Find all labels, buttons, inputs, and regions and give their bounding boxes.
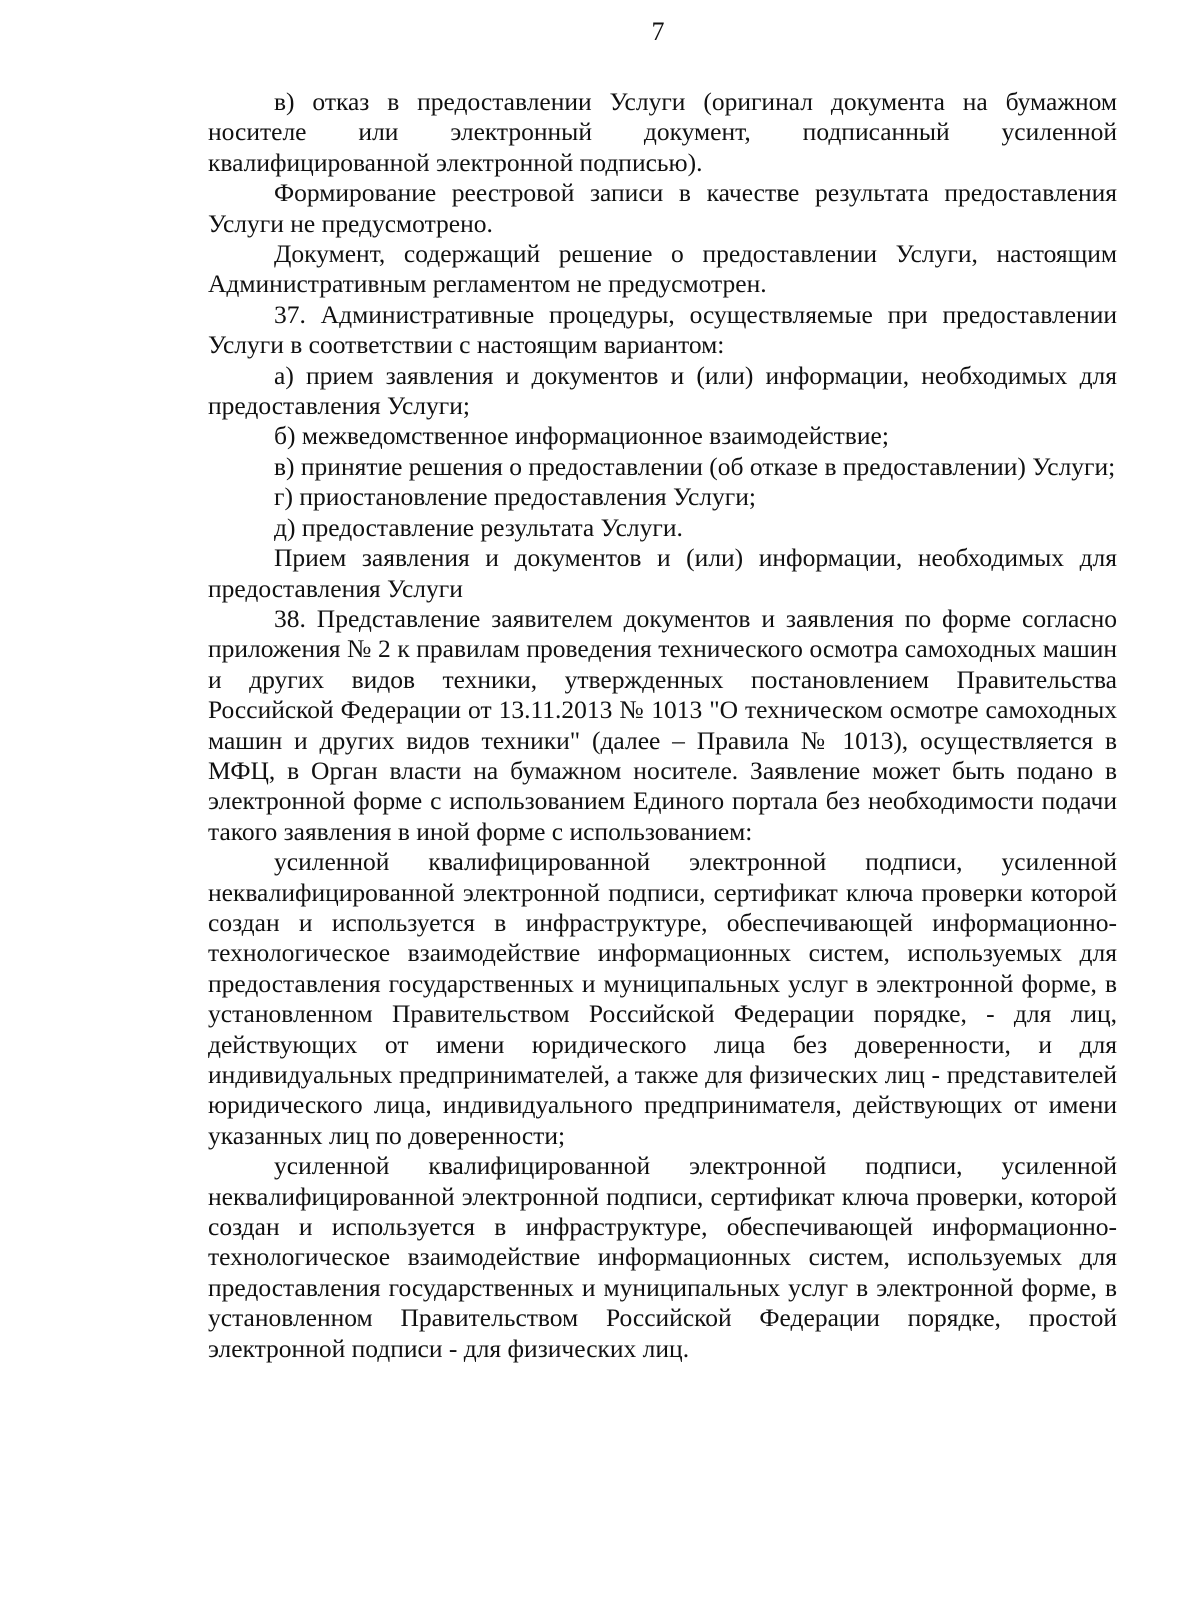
paragraph-legal-entity-signature: усиленной квалифицированной электронной подписи, усиленной неквалифицированной электронной подписи, сертификат ключа проверки которой создан и используется в инфраструктуре, обеспечивающей информационно-технологическое взаимодействие информационных систем, используемых для предоставления государственных и муниципальных услуг в электронной форме, в установленном Правительством Российской Федерации порядке, - для лиц, действующих от имени юридического лица без доверенности, и для индивидуальных предпринимателей, а также для физических лиц - представителей юридического лица, индивидуального предпринимателя, действующих от имени указанных лиц по доверенности; xyxy=(208,847,1117,1150)
paragraph-clause-37: 37. Административные процедуры, осуществляемые при предоставлении Услуги в соответствии с настоящим вариантом: xyxy=(208,299,1117,360)
paragraph-clause-38: 38. Представление заявителем документов и заявления по форме согласно приложения № 2 к правилам проведения технического осмотра самоходных машин и других видов техники, утвержденных постановлением Правительства Российской Федерации от 13.11.2013 № 1013 "О техническом осмотре самоходных машин и других видов техники" (далее – Правила № 1013), осуществляется в МФЦ, в Орган власти на бумажном носителе. Заявление может быть подано в электронной форме с использованием Единого портала без необходимости подачи такого заявления в иной форме с использованием: xyxy=(208,603,1117,846)
paragraph-individual-signature: усиленной квалифицированной электронной подписи, усиленной неквалифицированной электронной подписи, сертификат ключа проверки, которой создан и используется в инфраструктуре, обеспечивающей информационно-технологическое взаимодействие информационных систем, используемых для предоставления государственных и муниципальных услуг в электронной форме, в установленном Правительством Российской Федерации порядке, простой электронной подписи - для физических лиц. xyxy=(208,1151,1117,1363)
paragraph-decision-document: Документ, содержащий решение о предоставлении Услуги, настоящим Административным регламентом не предусмотрен. xyxy=(208,239,1117,299)
paragraph-registry-record: Формирование реестровой записи в качестве результата предоставления Услуги не предусмотрено. xyxy=(208,178,1117,238)
list-item-b: б) межведомственное информационное взаимодействие; xyxy=(274,421,889,451)
paragraph-refusal-result: в) отказ в предоставлении Услуги (оригинал документа на бумажном носителе или электронный документ, подписанный усиленной квалифицированной электронной подписью). xyxy=(208,87,1117,177)
list-item-g: г) приостановление предоставления Услуги; xyxy=(274,482,756,512)
section-heading-application: Прием заявления и документов и (или) информации, необходимых для предоставления Услуги xyxy=(208,543,1117,603)
list-item-d: д) предоставление результата Услуги. xyxy=(274,512,683,542)
document-body xyxy=(208,87,1117,1364)
page-number: 7 xyxy=(651,17,665,46)
list-item-v: в) принятие решения о предоставлении (об отказе в предоставлении) Услуги; xyxy=(274,451,1116,481)
list-item-a: а) прием заявления и документов и (или) информации, необходимых для предоставления Услуги; xyxy=(208,360,1117,421)
